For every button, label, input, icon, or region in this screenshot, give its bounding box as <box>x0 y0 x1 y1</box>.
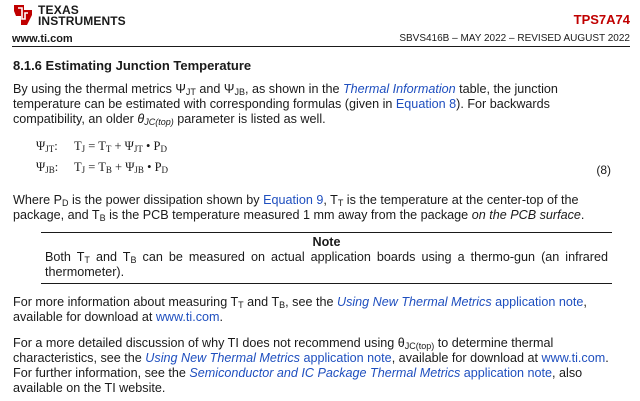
page-header <box>0 0 640 48</box>
note-box <box>41 232 612 284</box>
app-note-link[interactable]: application note <box>491 295 584 309</box>
app-note-link-2[interactable]: application note <box>299 351 392 365</box>
site-url[interactable]: www.ti.com <box>12 33 73 45</box>
brand-line1: TEXAS <box>38 3 80 17</box>
section-content <box>13 58 625 396</box>
equation-block <box>13 139 625 183</box>
thermal-metrics-link-2[interactable]: Using New Thermal Metrics <box>145 351 300 365</box>
document-id: SBVS416B – MAY 2022 – REVISED AUGUST 2022 <box>399 33 630 44</box>
header-divider <box>12 46 630 47</box>
section-title: 8.1.6 Estimating Junction Temperature <box>13 58 252 73</box>
equation-8-link[interactable]: Equation 8 <box>395 97 457 111</box>
equation-psi-jt: $\Psi_{JT}$: $T_J = T_T + \Psi_{JT}$ • $P_D$ <box>36 139 167 154</box>
where-paragraph: Where $P_D$ is the power dissipation shown by Equation 9, $T_T$ is the temperature at the center-top of the package, and $T_B$ is the PCB temperature measured 1 mm away from the package on the PCB surface. <box>13 193 585 223</box>
brand-name <box>38 5 126 27</box>
part-number[interactable]: TPS7A74 <box>573 12 630 27</box>
app-note-link-3[interactable]: application note <box>460 366 553 380</box>
ti-logo-icon <box>12 3 34 27</box>
intro-paragraph: By using the thermal metrics $\Psi_{JT}$ and $\Psi_{JB}$, as shown in the Thermal Information table, the junction temperature can be estimated with corresponding formulas (given in Equation 8). For backwards compatibility, an older $\theta_{JC(top)}$ parameter is listed as well. <box>13 82 558 127</box>
package-metrics-link[interactable]: Semiconductor and IC Package Thermal Metrics <box>189 366 461 380</box>
discussion-paragraph: For a more detailed discussion of why TI does not recommend using $\theta_{JC(top)}$ to determine thermal characteristics, see the Using New Thermal Metrics application note, available for download at www.ti.com. For further information, see the Semiconductor and IC Package Thermal Metrics application note, also available on the TI website. <box>13 336 609 395</box>
ti-website-link[interactable]: www.ti.com <box>155 310 220 324</box>
note-body: Both $T_T$ and $T_B$ can be measured on actual application boards using a thermo-gun (an infrared thermometer). <box>45 250 609 279</box>
measuring-paragraph: For more information about measuring $T_T$ and $T_B$, see the Using New Thermal Metrics application note, available for download at www.ti.com. <box>13 295 587 324</box>
ti-logo[interactable] <box>12 3 142 29</box>
note-title: Note <box>312 235 341 249</box>
equation-9-link[interactable]: Equation 9 <box>263 193 324 207</box>
brand-line2: INSTRUMENTS <box>38 14 126 28</box>
ti-website-link-2[interactable]: www.ti.com <box>541 351 606 365</box>
thermal-information-link[interactable]: Thermal Information <box>342 82 456 96</box>
equation-number: (8) <box>596 163 611 177</box>
equation-psi-jb: $\Psi_{JB}$: $T_J = T_B + \Psi_{JB}$ • $P_D$ <box>36 160 169 175</box>
thermal-metrics-link[interactable]: Using New Thermal Metrics <box>336 295 492 309</box>
